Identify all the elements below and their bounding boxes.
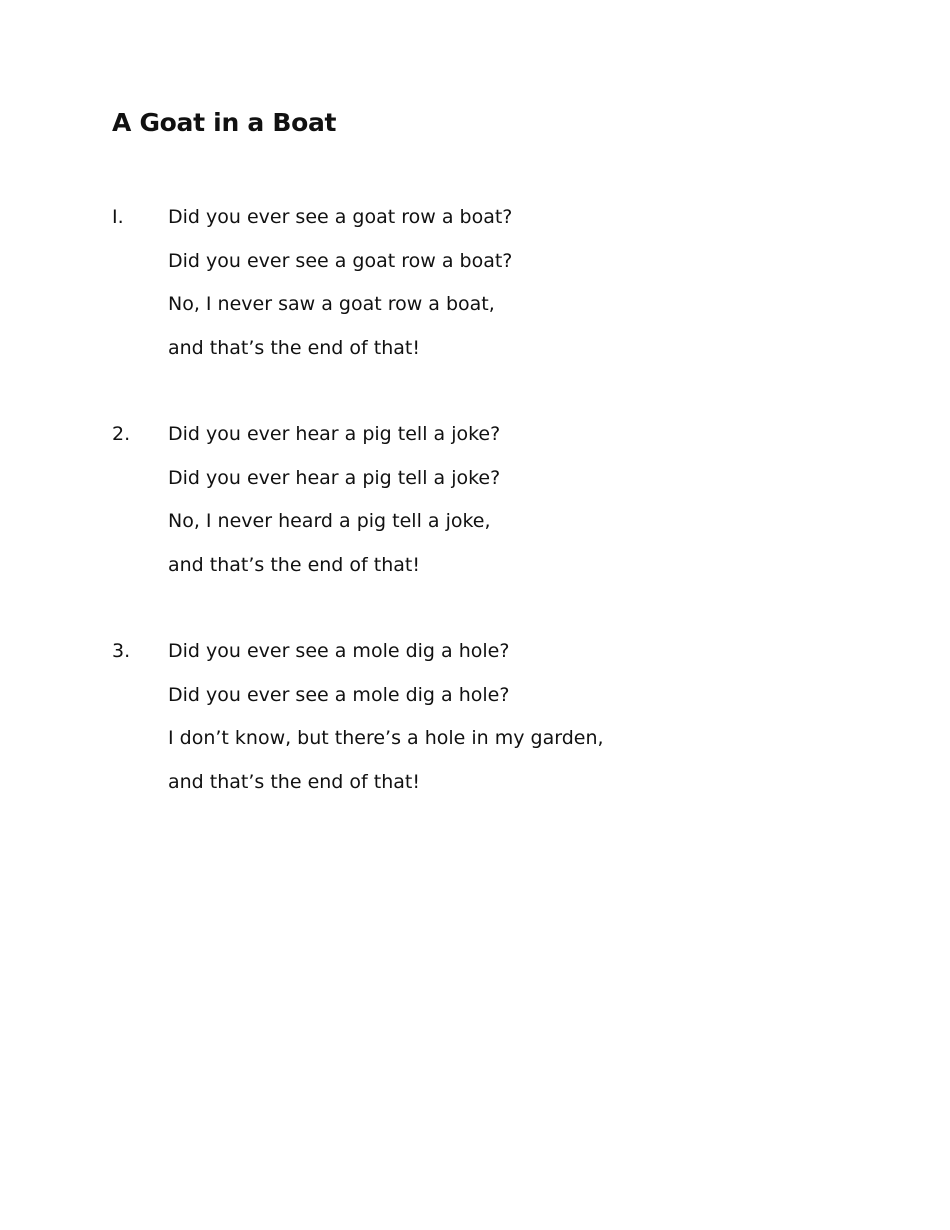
verse-lines bbox=[168, 420, 500, 594]
verse-line: I don’t know, but there’s a hole in my garden, bbox=[168, 727, 604, 749]
verse-line: No, I never heard a pig tell a joke, bbox=[168, 510, 491, 532]
verse-line: Did you ever hear a pig tell a joke? bbox=[168, 466, 501, 489]
verse-line: Did you ever see a goat row a boat? bbox=[168, 206, 513, 228]
verse-line: No, I never saw a goat row a boat, bbox=[168, 293, 495, 315]
verse-line: Did you ever hear a pig tell a joke? bbox=[168, 423, 501, 445]
verse-line: and that’s the end of that! bbox=[168, 553, 420, 576]
page-title: A Goat in a Boat bbox=[112, 108, 337, 137]
verse-line: Did you ever see a mole dig a hole? bbox=[168, 640, 510, 662]
verse-line: and that’s the end of that! bbox=[168, 336, 420, 359]
verse-number: 3. bbox=[112, 640, 131, 662]
verse-lines bbox=[168, 637, 604, 811]
verse-number: I. bbox=[112, 206, 124, 228]
verse-lines bbox=[168, 203, 512, 377]
verse-line: Did you ever see a mole dig a hole? bbox=[168, 683, 510, 706]
verse-line: Did you ever see a goat row a boat? bbox=[168, 249, 513, 272]
verse-number: 2. bbox=[112, 423, 131, 445]
verse-line: and that’s the end of that! bbox=[168, 770, 420, 793]
